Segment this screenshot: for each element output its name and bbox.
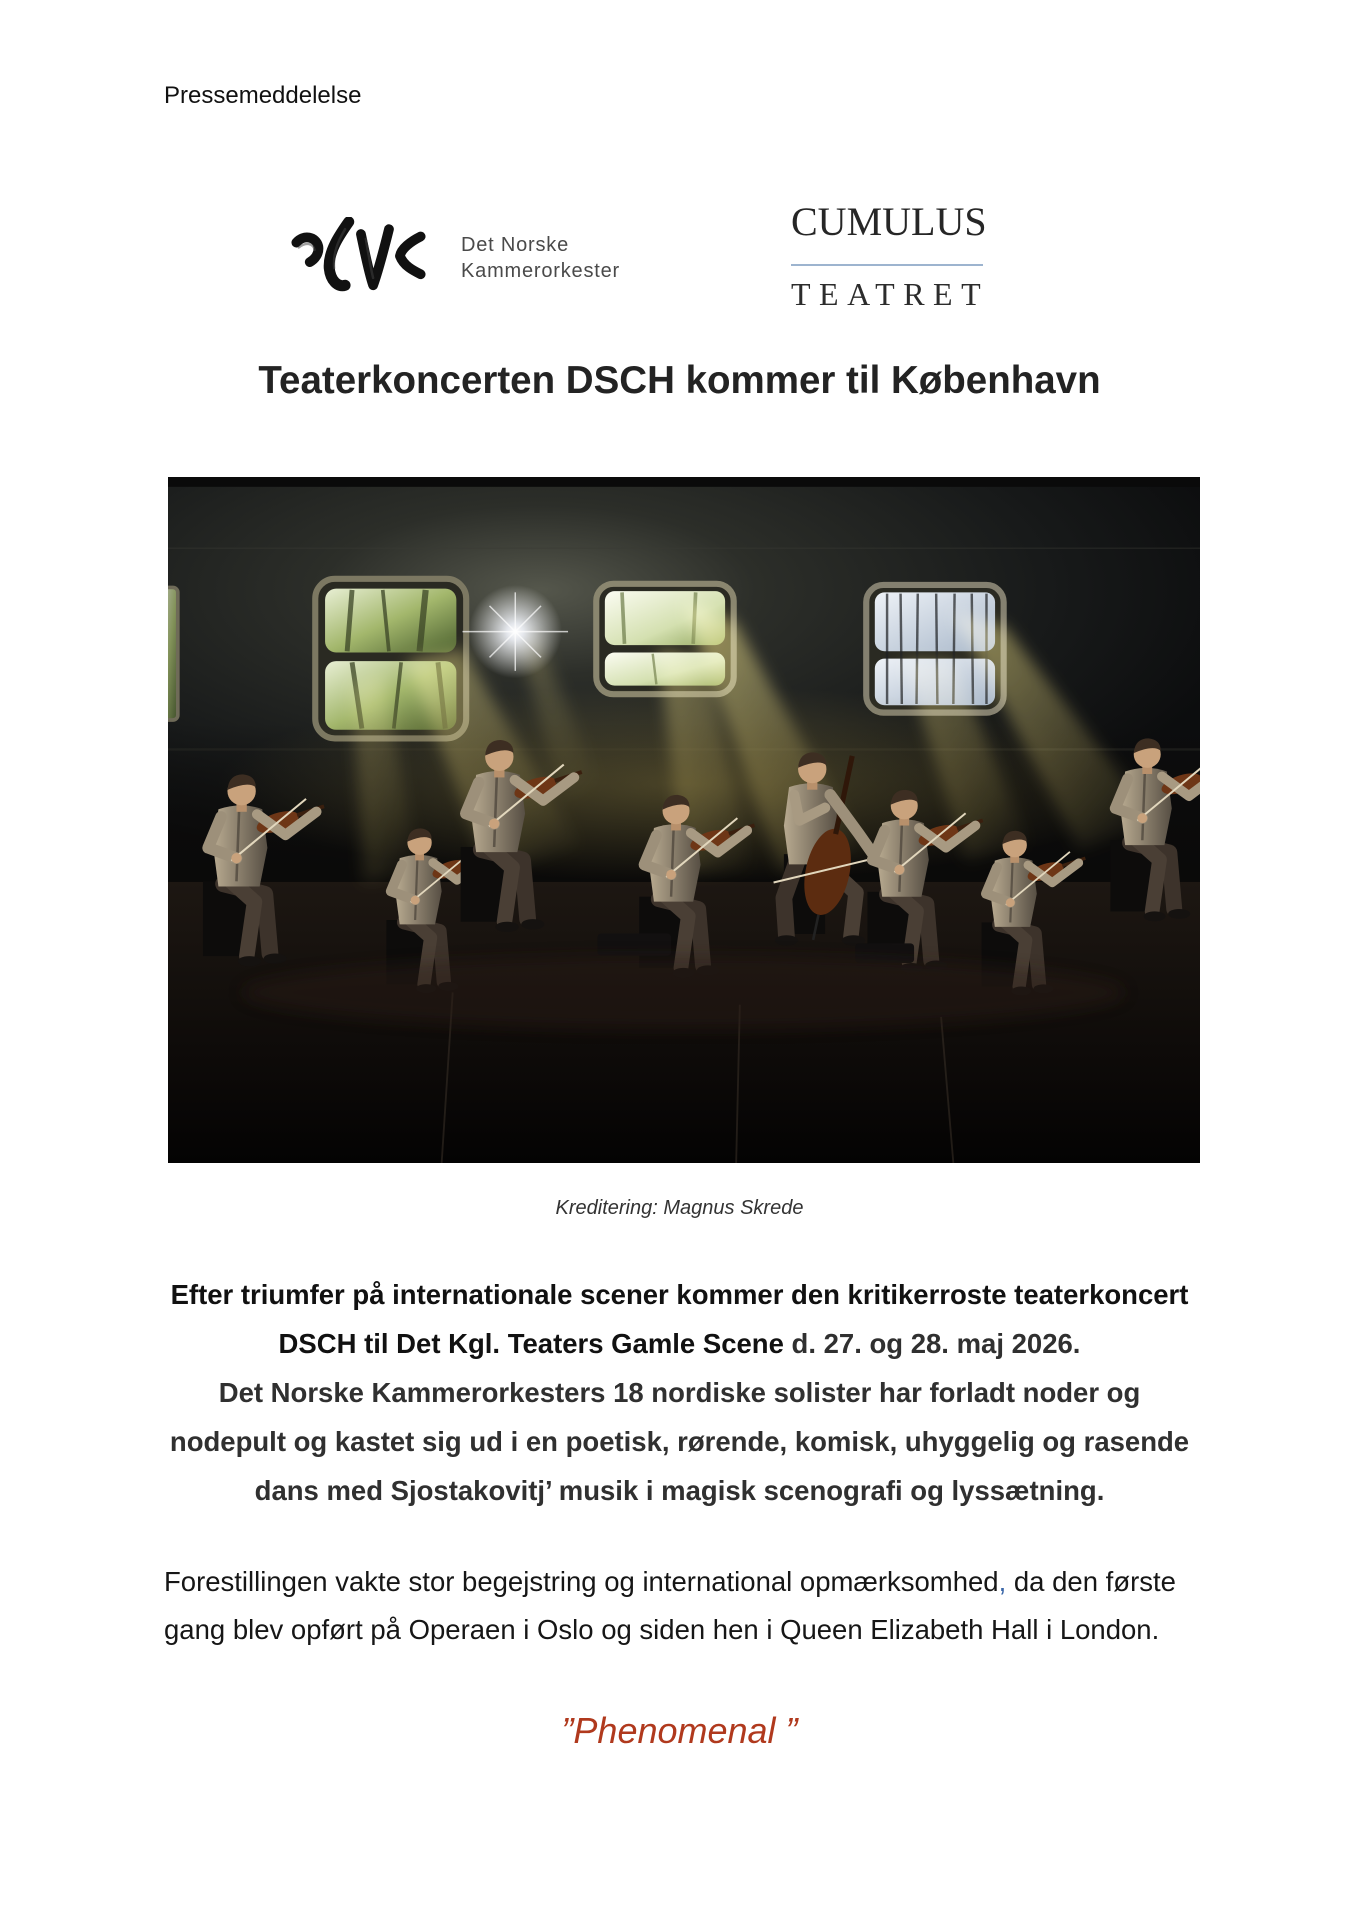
lead-line: dans med Sjostakovitj’ musik i magisk scenografi og lyssætning.: [254, 1475, 1105, 1506]
body-text: da den første: [1013, 1566, 1176, 1597]
body-comma: ,: [998, 1566, 1007, 1597]
lead-paragraph: [0, 1270, 1359, 1515]
body-paragraph: [164, 1558, 1176, 1654]
lead-line: Det Norske Kammerorkesters 18 nordiske solister har forladt noder og: [218, 1377, 1141, 1408]
review-quote: ”Phenomenal ”: [561, 1710, 798, 1751]
stage-photo: [168, 477, 1200, 1163]
stage-photo-image: [168, 477, 1200, 1163]
lead-line: [0, 1319, 1359, 1368]
orchestra-logo-line1: Det Norske: [461, 234, 570, 256]
page-title: Teaterkoncerten DSCH kommer til København: [258, 359, 1101, 402]
body-line: gang blev opført på Operaen i Oslo og siden hen i Queen Elizabeth Hall i London.: [164, 1614, 1160, 1645]
stage-window-left-edge: [168, 587, 178, 720]
lead-dates: d. 27. og 28. maj 2026.: [791, 1328, 1081, 1359]
lead-venue: DSCH til Det Kgl. Teaters Gamle Scene: [278, 1328, 784, 1359]
orchestra-logo-line2: Kammerorkester: [461, 260, 621, 282]
theatre-logo-rule: [791, 264, 983, 266]
orchestra-logo-mark: [291, 217, 426, 295]
document-type-label: Pressemeddelelse: [164, 82, 362, 109]
theatre-logo-bottom: TEATRET: [791, 276, 990, 312]
lead-line: nodepult og kastet sig ud i en poetisk, rørende, komisk, uhyggelig og rasende: [169, 1426, 1190, 1457]
theatre-logo-top: CUMULUS: [791, 199, 987, 244]
lead-line: Efter triumfer på internationale scener kommer den kritikerroste teaterkoncert: [170, 1279, 1189, 1310]
body-text: Forestillingen vakte stor begejstring og international opmærksomhed: [164, 1566, 999, 1597]
orchestra-logo-text: [461, 232, 620, 284]
body-line: [164, 1558, 1176, 1606]
photo-caption: Kreditering: Magnus Skrede: [555, 1197, 804, 1219]
floor-reflection: [242, 956, 1126, 1030]
